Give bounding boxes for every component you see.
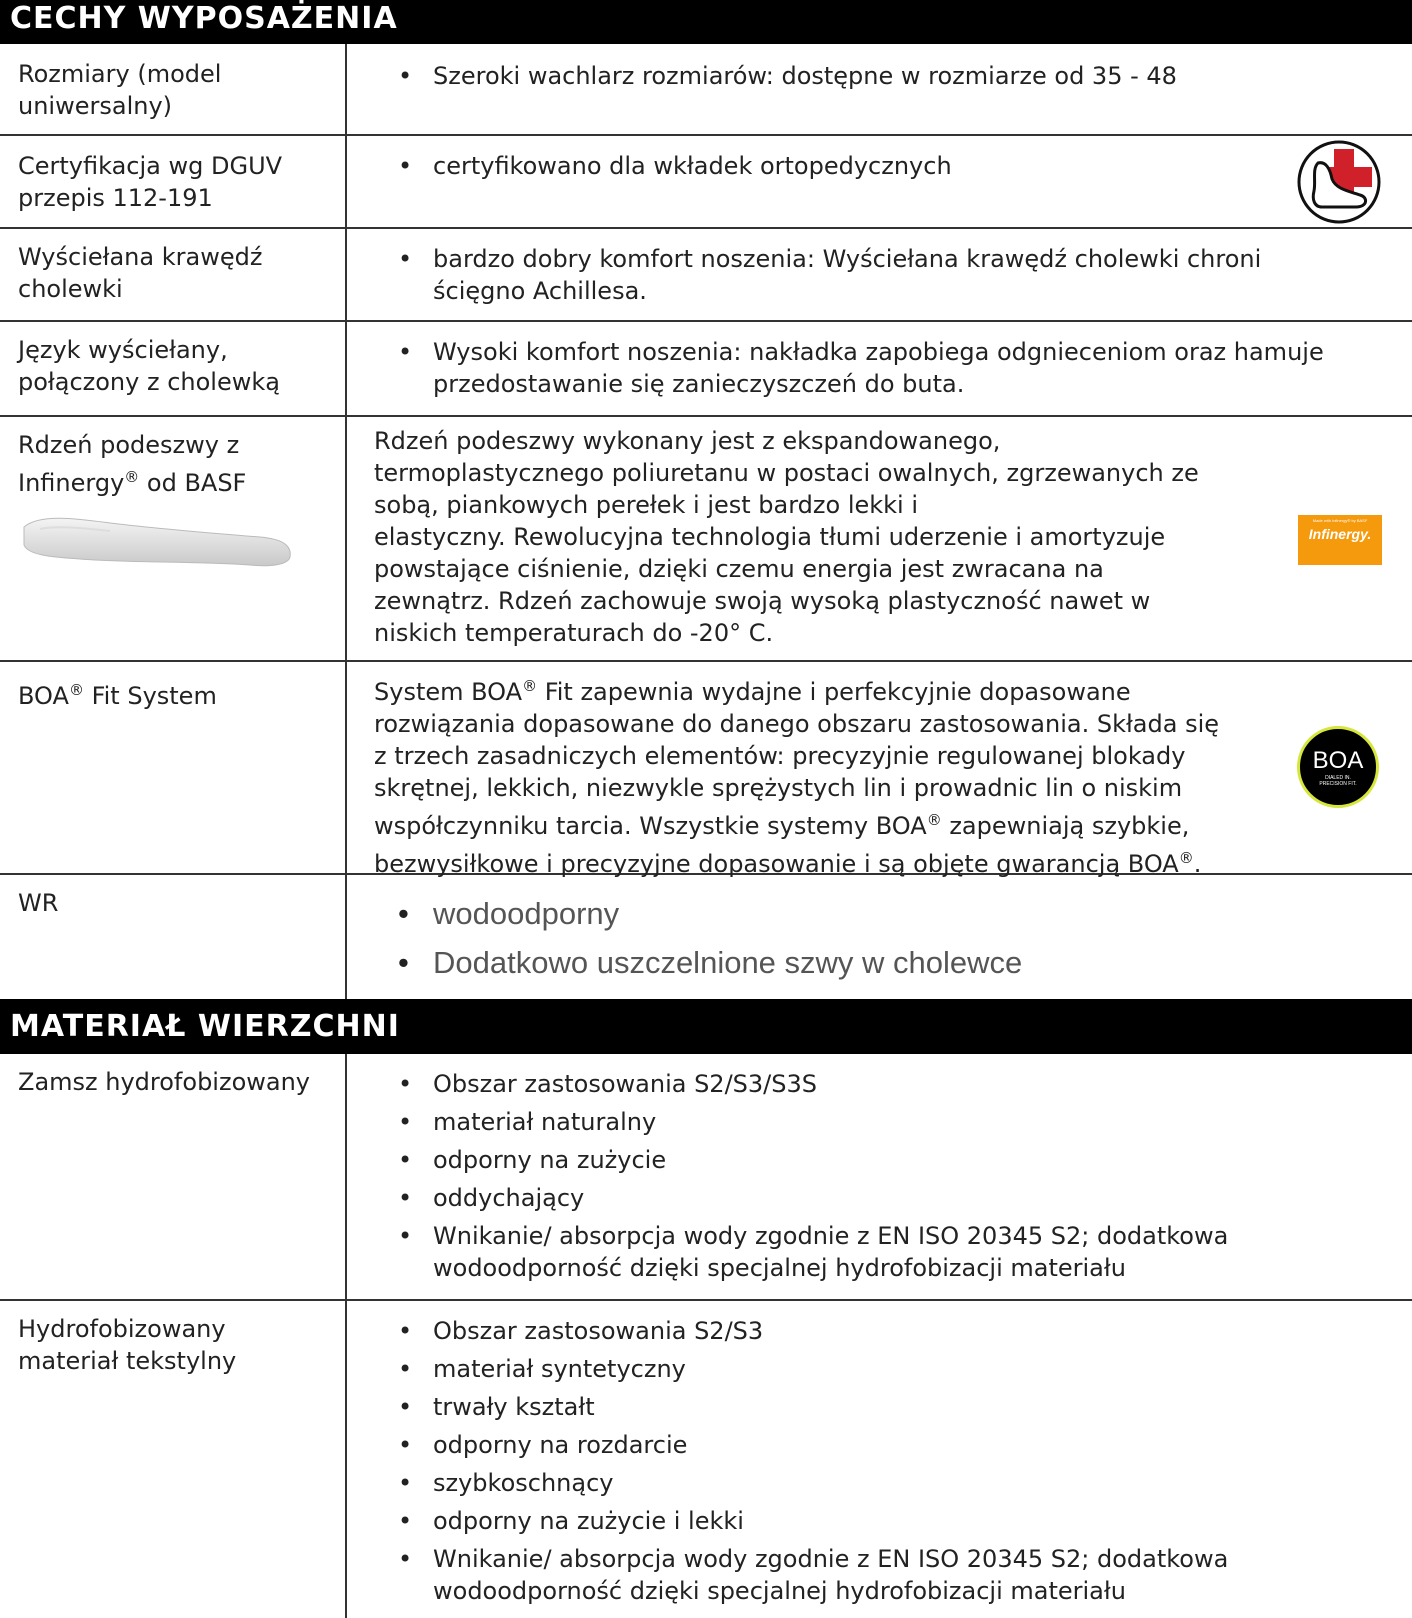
label-text: BOA	[18, 682, 69, 710]
text-line: Rdzeń podeszwy wykonany jest z ekspandowanego,	[374, 427, 1001, 455]
label-line: Rozmiary (model	[18, 60, 222, 88]
list-item: • wodoodporny	[349, 889, 1412, 938]
text-line: powstające ciśnienie, dzięki czemu energia jest zwracana na	[374, 555, 1104, 583]
row-label	[0, 662, 347, 873]
label-line: Certyfikacja wg DGUV	[18, 152, 283, 180]
table-row	[0, 417, 1412, 662]
text-line	[374, 804, 1274, 842]
logo-wordmark: Infinergy.	[1308, 526, 1372, 542]
row-content	[349, 322, 1412, 415]
list-item: • odporny na rozdarcie	[349, 1429, 1349, 1461]
row-content	[349, 1054, 1412, 1299]
row-label	[0, 1301, 347, 1618]
row-content	[349, 417, 1412, 660]
text-line: elastyczny. Rewolucyjna technologia tłumi uderzenie i amortyzuje	[374, 523, 1166, 551]
infinergy-logo	[1298, 515, 1382, 565]
label-text: Fit System	[83, 682, 217, 710]
text-line: skrętnej, lekkich, niezwykle sprężystych lin i prowadnic lin o niskim	[374, 774, 1183, 802]
table-row	[0, 875, 1412, 999]
registered-mark: ®	[926, 811, 942, 829]
list-item: • bardzo dobry komfort noszenia: Wyściełana krawędź cholewki chroni ścięgno Achillesa.	[349, 243, 1349, 307]
section-header-features	[0, 0, 1412, 44]
text-part: współczynniku tarcia. Wszystkie systemy BOA	[374, 812, 927, 840]
description-paragraph	[349, 425, 1274, 649]
label-line: uniwersalny)	[18, 92, 173, 120]
row-content	[349, 44, 1412, 134]
row-label	[0, 1054, 347, 1299]
row-label	[0, 322, 347, 415]
label-line: Wyściełana krawędź	[18, 243, 263, 271]
list-item: • Wysoki komfort noszenia: nakładka zapobiega odgnieceniom oraz hamuje przedostawanie się zanieczyszczeń do buta.	[349, 336, 1412, 400]
label-text: od BASF	[139, 469, 247, 497]
logo-tagline: DIALED IN. PRECISION FIT.	[1319, 775, 1357, 787]
sole-core-image	[20, 505, 295, 577]
section-header-upper-material	[0, 999, 1412, 1054]
text-part: zapewniają szybkie,	[941, 812, 1190, 840]
label-line: Hydrofobizowany	[18, 1315, 226, 1343]
label-line: Zamsz hydrofobizowany	[18, 1068, 310, 1096]
list-item: • oddychający	[349, 1182, 1349, 1214]
label-line: WR	[18, 889, 59, 917]
registered-mark: ®	[522, 677, 538, 695]
orthopedic-foot-icon	[1296, 139, 1382, 225]
text-line: zewnątrz. Rdzeń zachowuje swoją wysoką plastyczność nawet w	[374, 587, 1151, 615]
text-line: niskich temperaturach do -20° C.	[374, 619, 774, 647]
logo-wordmark: BOA	[1312, 747, 1364, 774]
row-label	[0, 44, 347, 134]
list-item: • odporny na zużycie i lekki	[349, 1505, 1349, 1537]
text-line: rozwiązania dopasowane do danego obszaru zastosowania. Składa się	[374, 710, 1220, 738]
text-line	[374, 670, 1274, 708]
text-part: Fit zapewnia wydajne i perfekcyjnie dopasowane	[537, 678, 1131, 706]
row-content	[349, 136, 1412, 227]
list-item: • Wnikanie/ absorpcja wody zgodnie z EN ISO 20345 S2; dodatkowa wodoodporność dzięki specjalnej hydrofobizacji materiału	[349, 1543, 1349, 1607]
text-part: bezwysiłkowe i precyzyjne dopasowanie i są objęte gwarancją BOA	[374, 850, 1179, 878]
row-label	[0, 875, 347, 999]
registered-mark: ®	[1178, 849, 1194, 867]
text-part: System BOA	[374, 678, 523, 706]
label-line: Język wyściełany,	[18, 336, 228, 364]
label-line: przepis 112-191	[18, 184, 213, 212]
row-label	[0, 417, 347, 660]
table-row	[0, 662, 1412, 878]
list-item: • Szeroki wachlarz rozmiarów: dostępne w rozmiarze od 35 - 48	[349, 60, 1412, 92]
label-line: połączony z cholewką	[18, 368, 280, 396]
list-item: • Obszar zastosowania S2/S3	[349, 1315, 1349, 1347]
row-content	[349, 875, 1412, 999]
label-line	[18, 461, 335, 499]
list-item: • certyfikowano dla wkładek ortopedycznych	[349, 150, 1412, 182]
registered-mark: ®	[68, 681, 84, 699]
section-title: CECHY WYPOSAŻENIA	[10, 1, 398, 36]
list-item: • szybkoschnący	[349, 1467, 1349, 1499]
list-item: • Wnikanie/ absorpcja wody zgodnie z EN ISO 20345 S2; dodatkowa wodoodporność dzięki specjalnej hydrofobizacji materiału	[349, 1220, 1349, 1284]
label-line: Rdzeń podeszwy z	[18, 431, 240, 459]
label-line: materiał tekstylny	[18, 1347, 237, 1375]
row-content	[349, 662, 1412, 878]
text-line: sobą, piankowych perełek i jest bardzo lekki i	[374, 491, 919, 519]
registered-mark: ®	[124, 468, 140, 486]
list-item: • trwały kształt	[349, 1391, 1349, 1423]
section-title: MATERIAŁ WIERZCHNI	[10, 1009, 400, 1044]
label-text: Infinergy	[18, 469, 125, 497]
label-line	[18, 674, 335, 712]
boa-logo	[1297, 726, 1379, 808]
list-item: • odporny na zużycie	[349, 1144, 1349, 1176]
text-part: .	[1193, 850, 1202, 878]
table-row	[0, 136, 1412, 229]
label-line: cholewki	[18, 275, 123, 303]
row-label	[0, 229, 347, 320]
list-item: • Dodatkowo uszczelnione szwy w cholewce	[349, 938, 1412, 987]
list-item: • materiał naturalny	[349, 1106, 1349, 1138]
description-paragraph	[349, 670, 1274, 880]
list-item: • materiał syntetyczny	[349, 1353, 1349, 1385]
table-row	[0, 322, 1412, 417]
text-line: z trzech zasadniczych elementów: precyzyjnie regulowanej blokady	[374, 742, 1186, 770]
row-content	[349, 229, 1412, 320]
table-row	[0, 44, 1412, 136]
row-label	[0, 136, 347, 227]
row-content	[349, 1301, 1412, 1618]
table-row	[0, 1054, 1412, 1301]
text-line: termoplastycznego poliuretanu w postaci owalnych, zgrzewanych ze	[374, 459, 1199, 487]
list-item: • Obszar zastosowania S2/S3/S3S	[349, 1068, 1349, 1100]
table-row	[0, 229, 1412, 322]
logo-caption: Made with Infinergy® by BASF	[1312, 518, 1368, 523]
table-row	[0, 1301, 1412, 1618]
